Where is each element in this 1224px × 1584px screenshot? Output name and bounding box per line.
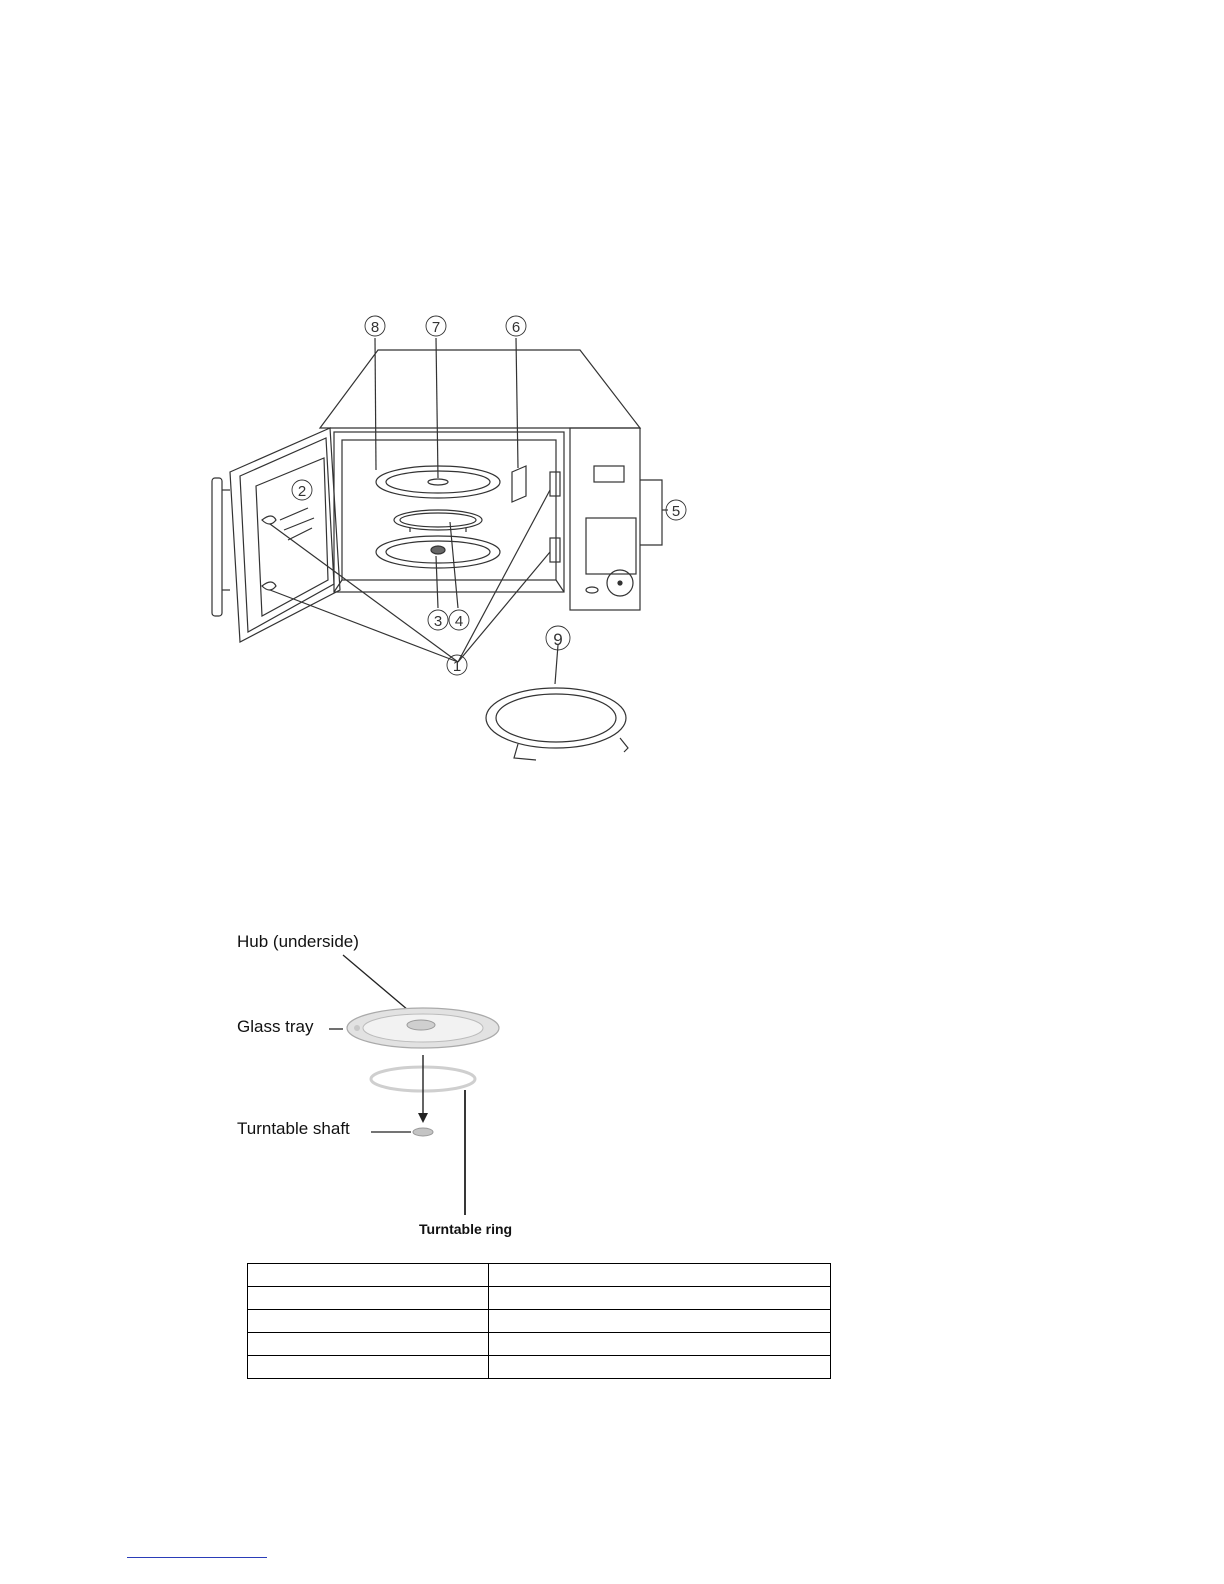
callout-1-text: 1 [452, 658, 462, 675]
control-panel [570, 428, 640, 610]
callout-6 [506, 316, 526, 336]
callout-7-text: 7 [431, 319, 441, 336]
oven-top-panel [320, 350, 640, 428]
callout-8 [365, 316, 385, 336]
footer-link[interactable] [127, 1557, 267, 1558]
callout-3 [428, 610, 448, 630]
callout-3-text: 3 [433, 613, 443, 630]
table-cell [489, 1264, 831, 1287]
microwave-diagram [200, 300, 720, 780]
door-latch-top [550, 472, 560, 496]
callout-1 [447, 655, 467, 675]
callout-5 [666, 500, 686, 520]
table-cell [248, 1356, 489, 1379]
door-latch-bottom [550, 538, 560, 562]
parts-table [247, 1263, 831, 1379]
callout-7 [426, 316, 446, 336]
label-glass-tray: Glass tray [237, 1017, 314, 1036]
label-turntable-shaft: Turntable shaft [237, 1119, 350, 1138]
table-cell [248, 1264, 489, 1287]
table-cell [248, 1333, 489, 1356]
callout-9 [546, 626, 570, 650]
turntable-ring-part [486, 688, 628, 760]
callout-6-text: 6 [511, 319, 521, 336]
table-cell [489, 1356, 831, 1379]
turntable-shaft-image [413, 1128, 433, 1136]
turntable-assembly-diagram [225, 925, 545, 1255]
table-cell [248, 1310, 489, 1333]
callout-2 [292, 480, 312, 500]
callout-9-text: 9 [553, 630, 563, 649]
table-cell [248, 1287, 489, 1310]
table-row [248, 1356, 831, 1379]
table-cell [489, 1287, 831, 1310]
callout-4 [449, 610, 469, 630]
tray-hub [431, 546, 445, 554]
label-hub: Hub (underside) [237, 932, 359, 951]
callout-2-text: 2 [297, 483, 307, 500]
table-row [248, 1264, 831, 1287]
hub-image [407, 1020, 435, 1030]
callout-8-text: 8 [370, 319, 380, 336]
control-screen [586, 518, 636, 574]
callout-5-text: 5 [671, 503, 681, 520]
table-cell [489, 1310, 831, 1333]
table-row [248, 1333, 831, 1356]
waveguide-cover [512, 466, 526, 502]
label-turntable-ring: Turntable ring [419, 1221, 513, 1237]
display-window [594, 466, 624, 482]
table-row [248, 1287, 831, 1310]
callout-4-text: 4 [454, 613, 464, 630]
door-handle [212, 478, 222, 616]
table-row [248, 1310, 831, 1333]
table-cell [489, 1333, 831, 1356]
